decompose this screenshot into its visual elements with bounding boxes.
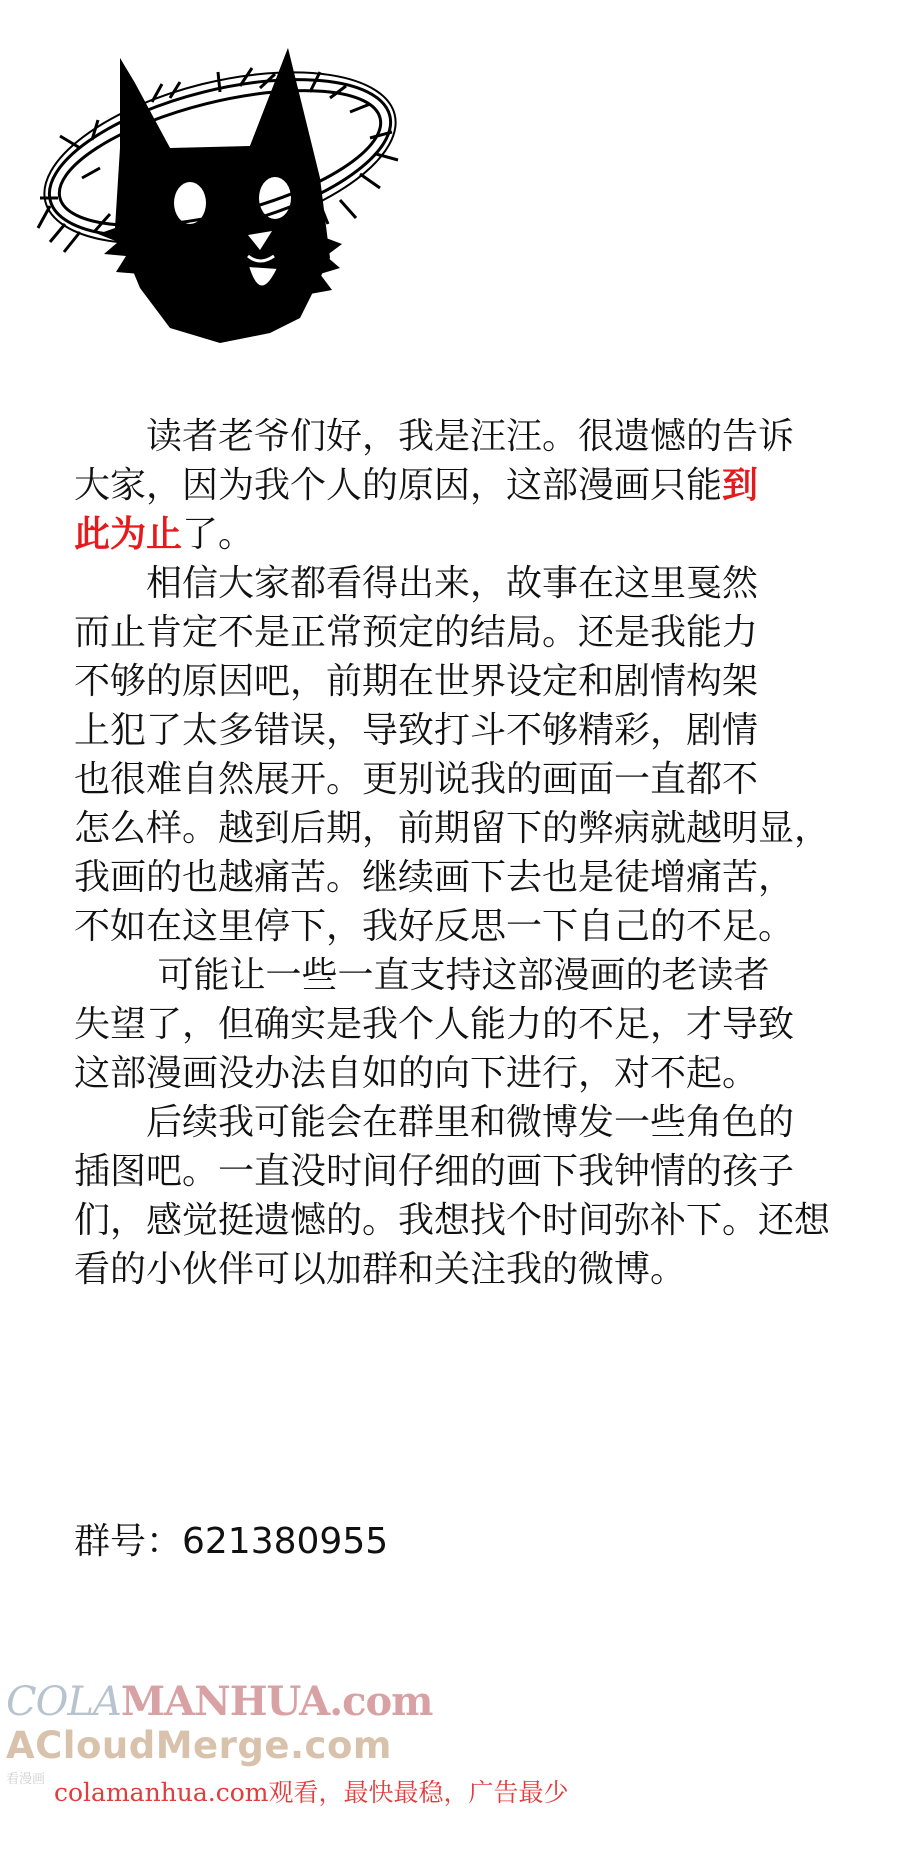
watermark-colamanhua bbox=[6, 1678, 433, 1726]
letter-line: 看的小伙伴可以加群和关注我的微博。 bbox=[74, 1249, 687, 1290]
letter-line: 上犯了太多错误，导致打斗不够精彩，剧情 bbox=[74, 710, 759, 751]
letter-line: 不够的原因吧，前期在世界设定和剧情构架 bbox=[74, 661, 759, 702]
letter-line bbox=[74, 461, 834, 510]
letter-line: 插图吧。一直没时间仔细的画下我钟情的孩子 bbox=[74, 1151, 795, 1192]
letter-line: 也很难自然展开。更别说我的画面一直都不 bbox=[74, 759, 759, 800]
letter-line: 怎么样。越到后期，前期留下的弊病就越明显， bbox=[74, 808, 831, 849]
watermark-acloudmerge: ACloudMerge.com bbox=[6, 1724, 392, 1767]
letter-line: 我画的也越痛苦。继续画下去也是徒增痛苦， bbox=[74, 857, 795, 898]
letter-line: 可能让一些一直支持这部漫画的老读者 bbox=[74, 955, 770, 996]
letter-line: 失望了，但确实是我个人能力的不足，才导致 bbox=[74, 1004, 795, 1045]
highlight-text: 到 bbox=[722, 465, 759, 506]
letter-line: 读者老爷们好，我是汪汪。很遗憾的告诉 bbox=[74, 416, 795, 457]
watermark-small: 看漫画 bbox=[6, 1772, 46, 1787]
watermark-part: COLA bbox=[6, 1679, 121, 1725]
letter-text: 了。 bbox=[182, 514, 255, 555]
letter-line: 而止肯定不是正常预定的结局。还是我能力 bbox=[74, 612, 759, 653]
letter-line: 相信大家都看得出来，故事在这里戛然 bbox=[74, 563, 759, 604]
watermark-part: MANHUA.com bbox=[120, 1678, 433, 1725]
highlight-text: 此为止 bbox=[74, 514, 183, 555]
letter-line: 们，感觉挺遗憾的。我想找个时间弥补下。还想 bbox=[74, 1200, 831, 1241]
author-letter bbox=[74, 412, 834, 1294]
letter-line: 后续我可能会在群里和微博发一些角色的 bbox=[74, 1102, 795, 1143]
ad-link[interactable]: colamanhua.com观看，最快最稳，广告最少 bbox=[54, 1778, 569, 1807]
letter-line: 这部漫画没办法自如的向下进行，对不起。 bbox=[74, 1053, 759, 1094]
cat-with-thorn-crown-icon bbox=[20, 28, 420, 348]
letter-text: 大家，因为我个人的原因，这部漫画只能 bbox=[74, 465, 723, 506]
letter-line bbox=[74, 510, 834, 559]
group-number: 群号：621380955 bbox=[74, 1521, 389, 1562]
letter-line: 不如在这里停下，我好反思一下自己的不足。 bbox=[74, 906, 795, 947]
